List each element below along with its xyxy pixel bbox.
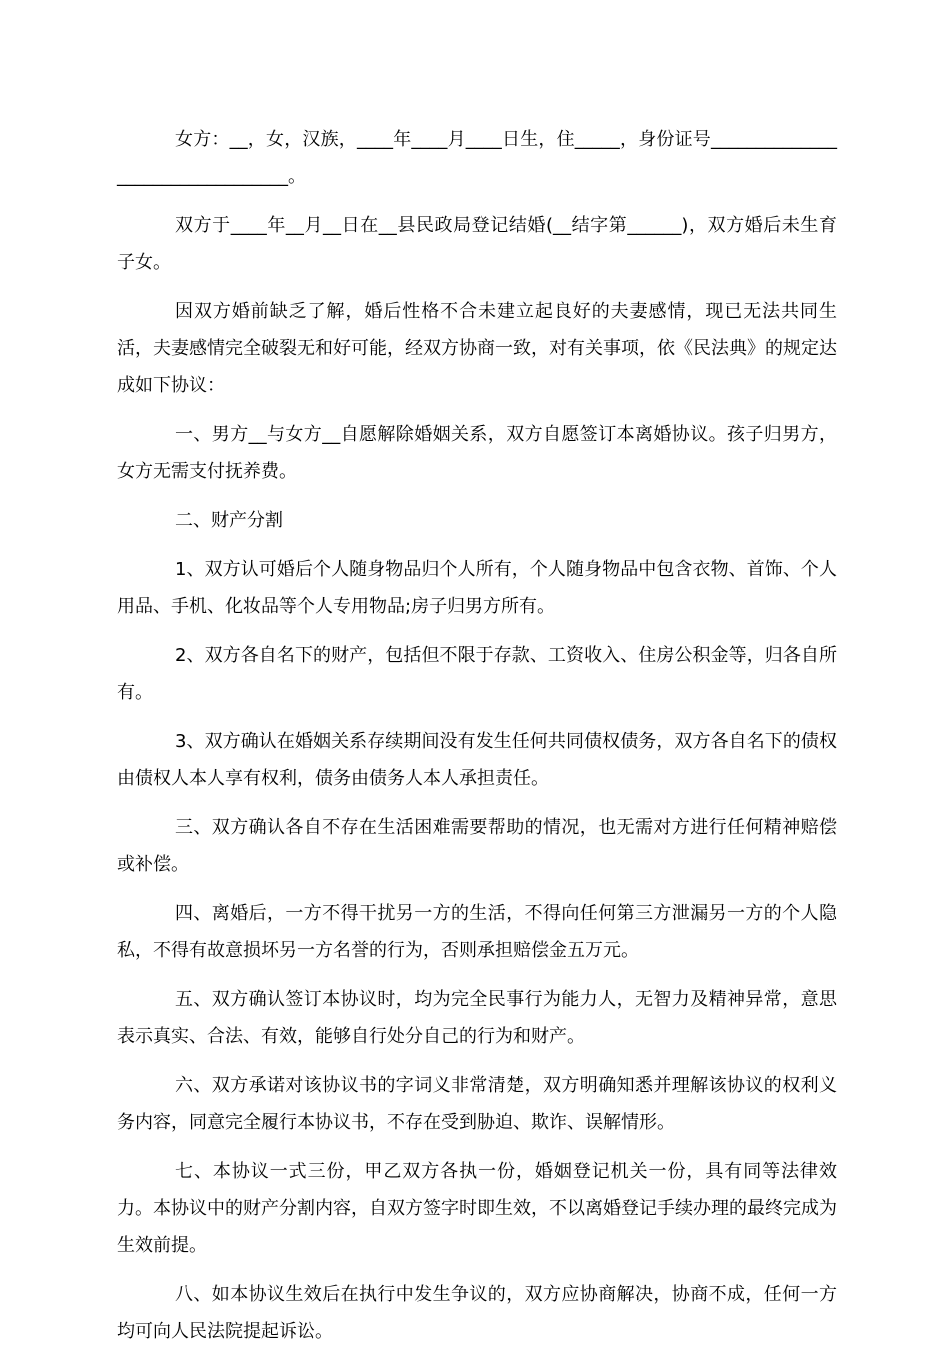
paragraph-clause-2-2: 2、双方各自名下的财产，包括但不限于存款、工资收入、住房公积金等，归各自所有。: [117, 645, 837, 703]
paragraph-clause-2-3: 3、双方确认在婚姻关系存续期间没有发生任何共同债权债务，双方各自名下的债权由债权人本人享有权利，债务由债务人本人承担责任。: [117, 731, 837, 789]
paragraph-clause-5: 五、双方确认签订本协议时，均为完全民事行为能力人，无智力及精神异常，意思表示真实、合法、有效，能够自行处分自己的行为和财产。: [117, 989, 837, 1047]
document-body: [117, 121, 837, 1362]
paragraph-clause-7: 七、本协议一式三份，甲乙双方各执一份，婚姻登记机关一份，具有同等法律效力。本协议中的财产分割内容，自双方签字时即生效，不以离婚登记手续办理的最终完成为生效前提。: [117, 1161, 837, 1256]
paragraph-clause-2-heading: 二、财产分割: [175, 510, 283, 531]
paragraph-clause-4: 四、离婚后，一方不得干扰另一方的生活，不得向任何第三方泄漏另一方的个人隐私，不得有故意损坏另一方名誉的行为，否则承担赔偿金五万元。: [117, 903, 837, 961]
paragraph-female-party: 女方：__，女，汉族，____年____月____日生，住_____，身份证号_________________________________。: [117, 129, 837, 187]
paragraph-clause-3: 三、双方确认各自不存在生活困难需要帮助的情况，也无需对方进行任何精神赔偿或补偿。: [117, 817, 837, 875]
paragraph-clause-2-1: 1、双方认可婚后个人随身物品归个人所有，个人随身物品中包含衣物、首饰、个人用品、手机、化妆品等个人专用物品;房子归男方所有。: [117, 559, 837, 617]
paragraph-reason: 因双方婚前缺乏了解，婚后性格不合未建立起良好的夫妻感情，现已无法共同生活，夫妻感情完全破裂无和好可能，经双方协商一致，对有关事项，依《民法典》的规定达成如下协议：: [117, 301, 837, 396]
paragraph-clause-6: 六、双方承诺对该协议书的字词义非常清楚，双方明确知悉并理解该协议的权利义务内容，同意完全履行本协议书，不存在受到胁迫、欺诈、误解情形。: [117, 1075, 837, 1133]
paragraph-marriage-registration: 双方于____年__月__日在__县民政局登记结婚(__结字第______)，双方婚后未生育子女。: [117, 215, 837, 273]
paragraph-clause-1: 一、男方__与女方__自愿解除婚姻关系，双方自愿签订本离婚协议。孩子归男方，女方无需支付抚养费。: [117, 424, 837, 482]
paragraph-clause-8: 八、如本协议生效后在执行中发生争议的，双方应协商解决，协商不成，任何一方均可向人民法院提起诉讼。: [117, 1284, 837, 1342]
